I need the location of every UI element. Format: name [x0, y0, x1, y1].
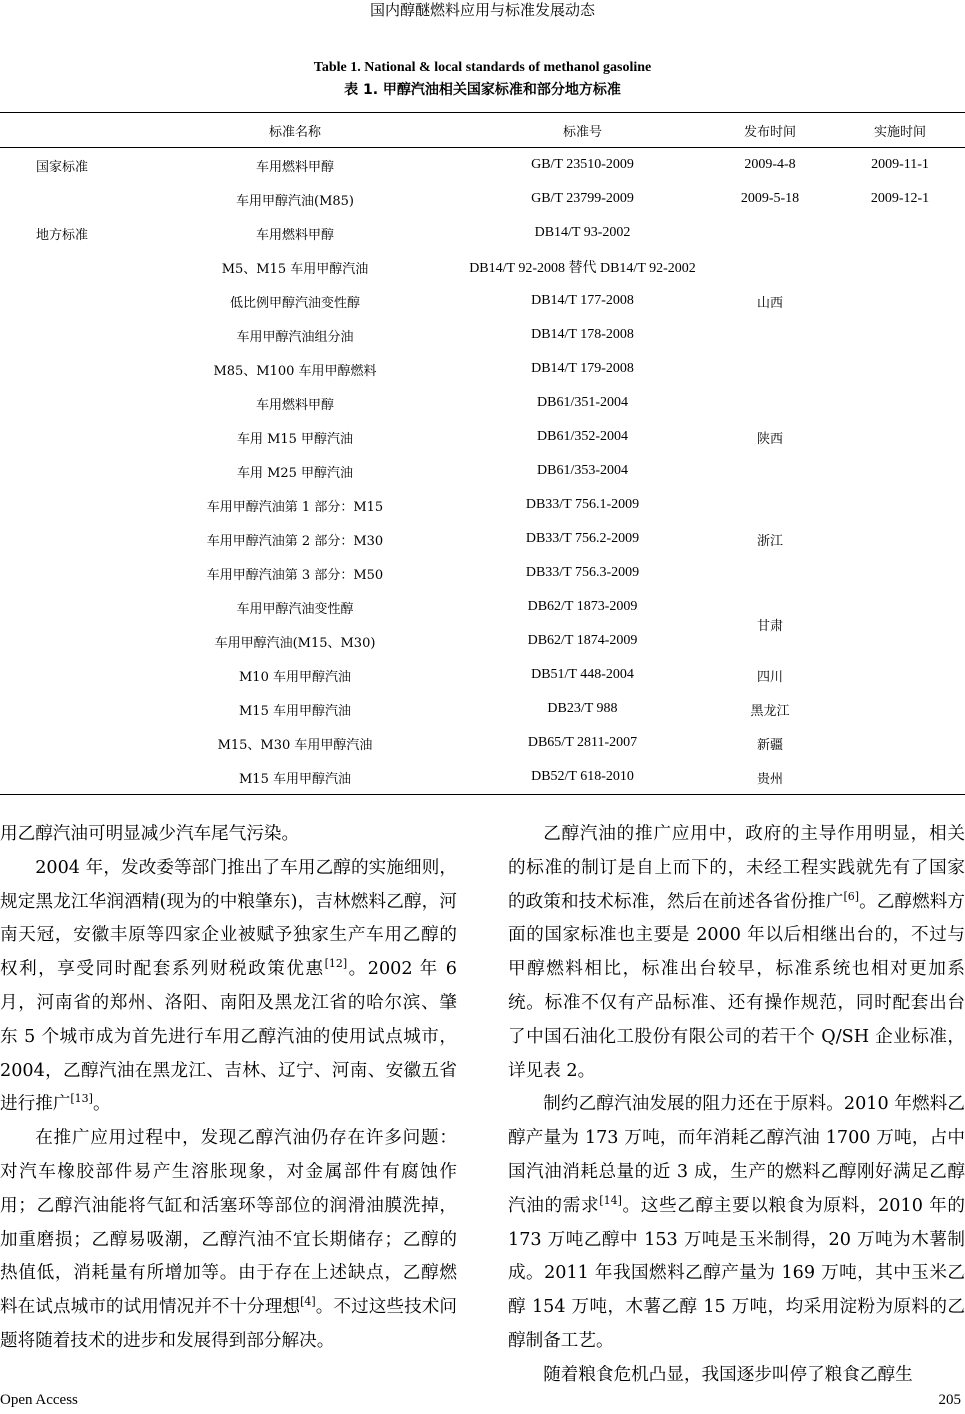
table-row	[0, 692, 965, 726]
standard-name: 车用燃料甲醇	[255, 159, 334, 175]
standard-code: DB14/T 179-2008	[531, 361, 634, 376]
standard-code: DB62/T 1874-2009	[527, 633, 638, 648]
standard-code: DB33/T 756.3-2009	[525, 565, 640, 580]
region-cell: 甘肃	[756, 618, 783, 634]
standard-name: M15 车用甲醇汽油	[239, 771, 351, 787]
paragraph	[508, 818, 965, 1088]
standard-code: DB14/T 92-2008 替代 DB14/T 92-2002	[469, 261, 696, 276]
paragraph-text: 在推广应用过程中，发现乙醇汽油仍存在许多问题：对汽车橡胶部件易产生溶胀现象，对金属部件有腐蚀作用；乙醇汽油能将气缸和活塞环等部位的润滑油膜洗掉，加重磨损；乙醇易吸潮，乙醇汽油不宜长期储存；乙醇的热值低，消耗量有所增加等。由于存在上述缺点，乙醇燃料在试点城市的试用情况并不十分理想	[0, 1128, 457, 1318]
table-row	[0, 250, 965, 284]
standard-name: 车用甲醇汽油(M85)	[236, 193, 354, 209]
citation: [4]	[300, 1295, 316, 1309]
standard-name: 车用甲醇汽油组分油	[236, 329, 354, 345]
category-cell	[0, 182, 130, 216]
standard-code: DB51/T 448-2004	[531, 667, 634, 682]
region-cell	[705, 352, 835, 386]
standard-name: 车用 M15 甲醇汽油	[236, 431, 354, 447]
standard-name: 车用燃料甲醇	[255, 397, 334, 413]
standard-code: DB23/T 988	[547, 701, 618, 716]
published-date: 2009-5-18	[740, 191, 800, 206]
standard-name: M10 车用甲醇汽油	[239, 669, 351, 685]
region-cell	[705, 318, 835, 352]
table-row	[0, 284, 965, 318]
paragraph-text: 乙醇汽油的推广应用中，政府的主导作用明显，相关的标准的制订是自上而下的，未经工程实践就先有了国家的政策和技术标准，然后在前述各省份推广	[508, 824, 965, 912]
standard-code: DB61/353-2004	[537, 463, 628, 478]
category-cell: 地方标准	[36, 227, 89, 243]
running-header: 国内醇醚燃料应用与标准发展动态	[369, 1, 595, 19]
table-caption-cn: 表 1. 甲醇汽油相关国家标准和部分地方标准	[344, 82, 621, 98]
standard-code: DB61/352-2004	[537, 429, 628, 444]
paragraph	[508, 1088, 965, 1358]
standard-code: DB14/T 93-2002	[534, 225, 631, 240]
standard-name: 车用 M25 甲醇汽油	[236, 465, 354, 481]
effective-date: 2009-11-1	[871, 157, 929, 172]
table-row	[0, 658, 965, 692]
table-caption-en: Table 1. National & local standards of methanol gasoline	[313, 60, 652, 75]
paragraph-text: 。2002 年 6 月，河南省的郑州、洛阳、南阳及黑龙江省的哈尔滨、肇东 5 个城市成为首先进行车用乙醇汽油的使用试点城市，2004，乙醇汽油在黑龙江、吉林、辽宁、河南、安徽五省进行推广	[0, 959, 457, 1115]
standard-code: DB14/T 178-2008	[531, 327, 634, 342]
table-row	[0, 760, 965, 795]
standard-name: M15 车用甲醇汽油	[239, 703, 351, 719]
published-date: 2009-4-8	[744, 157, 796, 172]
standard-code: DB14/T 177-2008	[531, 293, 634, 308]
standard-name: 车用甲醇汽油第 3 部分：M50	[206, 567, 384, 583]
region-cell	[705, 488, 835, 522]
header-effective: 实施时间	[873, 124, 926, 140]
table-row	[0, 556, 965, 590]
region-cell: 浙江	[756, 533, 783, 549]
table-row	[0, 488, 965, 522]
body-column-left	[0, 818, 457, 1359]
body-column-right	[508, 818, 965, 1393]
table-header-row	[0, 113, 965, 148]
table-row	[0, 590, 965, 624]
standard-code: GB/T 23799-2009	[531, 191, 634, 206]
standard-name: 车用甲醇汽油(M15、M30)	[214, 635, 376, 651]
standard-name: 车用甲醇汽油第 1 部分：M15	[206, 499, 384, 515]
standards-table	[0, 112, 965, 795]
citation: [6]	[843, 889, 860, 903]
header-name: 标准名称	[268, 124, 321, 140]
region-cell	[705, 250, 835, 284]
category-cell: 国家标准	[36, 159, 89, 175]
paragraph: 用乙醇汽油可明显减少汽车尾气污染。	[0, 824, 300, 844]
citation: [12]	[324, 957, 348, 971]
paragraph-text: 。乙醇燃料方面的国家标准也主要是 2000 年以后相继出台的，不过与甲醇燃料相比，标准出台较早，标准系统也相对更加系统。标准不仅有产品标准、还有操作规范，同时配套出台了中国石油化工股份有限公司的若干个 Q/SH 企业标准，详见表 2。	[508, 891, 965, 1081]
standard-code: DB62/T 1873-2009	[527, 599, 638, 614]
table-row	[0, 420, 965, 454]
paragraph-text: 。	[92, 1094, 111, 1115]
standard-code: DB33/T 756.1-2009	[525, 497, 640, 512]
standard-code: DB65/T 2811-2007	[527, 735, 638, 750]
paragraph-text: 。这些乙醇主要以粮食为原料，2010 年的 173 万吨乙醇中 153 万吨是玉米制得，20 万吨为木薯制成。2011 年我国燃料乙醇产量为 169 万吨，其中玉米乙醇 154 万吨，木薯乙醇 15 万吨，均采用淀粉为原料的乙醇制备工艺。	[508, 1195, 965, 1351]
page-number: 205	[938, 1392, 961, 1408]
region-cell: 山西	[756, 295, 783, 311]
paragraph	[0, 1122, 457, 1359]
region-cell	[705, 556, 835, 590]
standard-code: DB61/351-2004	[537, 395, 628, 410]
citation: [14]	[599, 1193, 622, 1207]
paragraph-text: 。不过这些技术问题将随着技术的进步和发展得到部分解决。	[0, 1297, 457, 1351]
region-cell: 新疆	[756, 737, 783, 753]
region-cell: 黑龙江	[750, 703, 790, 719]
standard-name: M5、M15 车用甲醇汽油	[221, 261, 369, 277]
region-cell: 贵州	[756, 771, 783, 787]
paragraph-text: 2004 年，发改委等部门推出了车用乙醇的实施细则，规定黑龙江华润酒精(现为的中粮肇东)，吉林燃料乙醇，河南天冠，安徽丰原等四家企业被赋予独家生产车用乙醇的权利，享受同时配套系列财税政策优惠	[0, 857, 457, 980]
table-row	[0, 522, 965, 556]
region-cell	[705, 386, 835, 420]
header-published: 发布时间	[743, 124, 796, 140]
effective-date: 2009-12-1	[870, 191, 930, 206]
standard-name: M15、M30 车用甲醇汽油	[217, 737, 373, 753]
standard-name: 低比例甲醇汽油变性醇	[229, 295, 360, 311]
standard-name: 车用甲醇汽油第 2 部分：M30	[206, 533, 384, 549]
table-row	[0, 352, 965, 386]
header-code: 标准号	[562, 124, 602, 140]
standard-name: M85、M100 车用甲醇燃料	[213, 363, 377, 379]
table-row	[0, 386, 965, 420]
header-category	[0, 113, 130, 148]
region-cell: 四川	[756, 669, 783, 685]
table-row	[0, 318, 965, 352]
paragraph-text: 制约乙醇汽油发展的阻力还在于原料。2010 年燃料乙醇产量为 173 万吨，而年消耗乙醇汽油 1700 万吨，占中国汽油消耗总量的近 3 成，生产的燃料乙醇刚好满足乙醇汽油的需求	[508, 1094, 965, 1216]
table-row	[0, 216, 965, 250]
paragraph	[0, 852, 457, 1122]
table-row	[0, 726, 965, 760]
standard-code: DB52/T 618-2010	[531, 769, 634, 784]
standard-code: GB/T 23510-2009	[531, 157, 634, 172]
paragraph: 随着粮食危机凸显，我国逐步叫停了粮食乙醇生	[543, 1364, 913, 1385]
table-row	[0, 182, 965, 216]
citation: [13]	[70, 1092, 93, 1106]
table-row	[0, 454, 965, 488]
standard-name: 车用燃料甲醇	[255, 227, 334, 243]
region-cell	[705, 216, 835, 250]
region-cell: 陕西	[756, 431, 783, 447]
region-cell	[705, 454, 835, 488]
standard-name: 车用甲醇汽油变性醇	[236, 601, 354, 617]
standard-code: DB33/T 756.2-2009	[525, 531, 640, 546]
footer-open-access: Open Access	[0, 1392, 78, 1408]
table-row	[0, 148, 965, 183]
